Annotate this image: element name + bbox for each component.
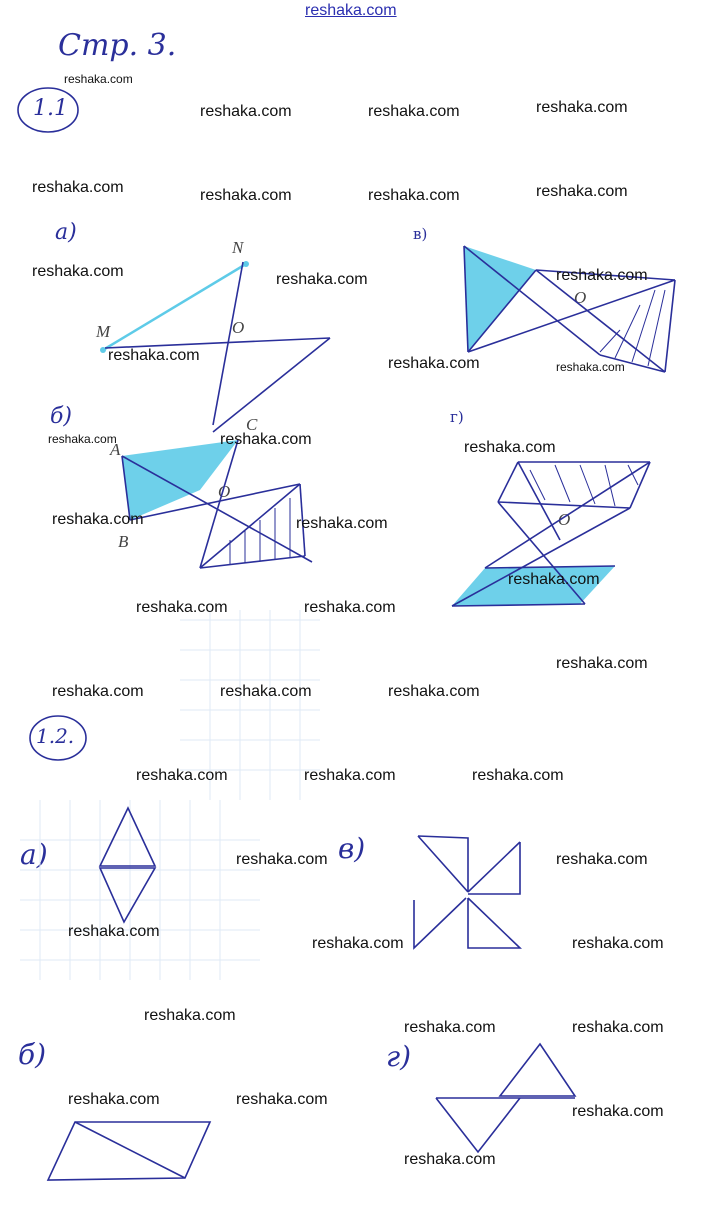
watermark: reshaka.com [108,347,200,364]
point-label-a: A [110,440,121,459]
watermark: reshaka.com [220,683,312,700]
watermark: reshaka.com [296,515,388,532]
watermark: reshaka.com [64,72,133,86]
part-b-label: б) [50,404,73,429]
watermark: reshaka.com [536,99,628,116]
point-label-o-b: O [218,482,231,501]
point-label-o-v: O [574,288,587,307]
watermark: reshaka.com [572,1103,664,1120]
page-label: Стр. 3. [58,28,177,63]
part-g-label: г) [450,408,464,426]
watermark: reshaka.com [508,571,600,588]
watermark: reshaka.com [304,599,396,616]
watermark: reshaka.com [556,267,648,284]
watermark: reshaka.com [68,1091,160,1108]
part-g-2-label: г) [386,1040,412,1073]
point-label-o-a: O [232,318,245,337]
watermark: reshaka.com [572,935,664,952]
watermark: reshaka.com [388,355,480,372]
point-label-n: N [232,238,244,257]
part-b-2-label: б) [18,1038,47,1071]
watermark: reshaka.com [312,935,404,952]
watermark: reshaka.com [388,683,480,700]
watermark: reshaka.com [220,431,312,448]
watermark: reshaka.com [556,655,648,672]
watermark: reshaka.com [276,271,368,288]
point-label-m: M [96,322,111,341]
watermark: reshaka.com [32,263,124,280]
watermark: reshaka.com [144,1007,236,1024]
point-label-o-g: O [558,510,571,529]
watermark: reshaka.com [136,767,228,784]
watermark: reshaka.com [404,1151,496,1168]
task-number-1-2: 1.2. [36,724,75,748]
watermark: reshaka.com [200,187,292,204]
point-label-c: C [246,415,258,434]
task-number-1-1: 1.1 [33,96,68,121]
watermark: reshaka.com [404,1019,496,1036]
watermark: reshaka.com [52,683,144,700]
watermark: reshaka.com [48,432,117,446]
part-a-label: а) [55,220,77,245]
part-v-2-label: в) [338,832,366,865]
watermark: reshaka.com [556,851,648,868]
part-v-label: в) [413,225,428,243]
watermark: reshaka.com [536,183,628,200]
point-label-b: B [118,532,129,551]
watermark: reshaka.com [572,1019,664,1036]
watermark: reshaka.com [32,179,124,196]
part-a-2-label: а) [20,838,48,871]
watermark: reshaka.com [236,851,328,868]
watermark: reshaka.com [304,767,396,784]
site-header-link[interactable]: reshaka.com [305,2,397,19]
watermark: reshaka.com [368,103,460,120]
watermark: reshaka.com [136,599,228,616]
watermark: reshaka.com [464,439,556,456]
watermark: reshaka.com [556,360,625,374]
watermark: reshaka.com [52,511,144,528]
watermark: reshaka.com [236,1091,328,1108]
watermark: reshaka.com [368,187,460,204]
watermark: reshaka.com [472,767,564,784]
watermark: reshaka.com [200,103,292,120]
watermark: reshaka.com [68,923,160,940]
